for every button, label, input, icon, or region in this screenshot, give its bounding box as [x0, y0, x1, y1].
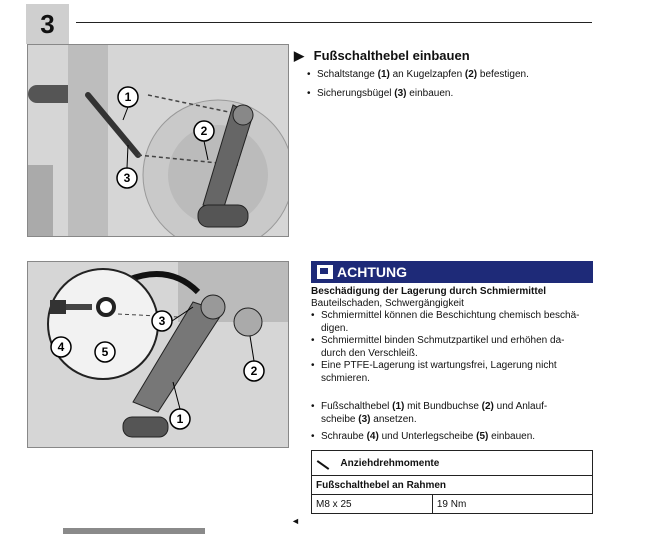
torque-row-label: Fußschalthebel an Rahmen [312, 476, 593, 495]
ref-number: (5) [476, 431, 489, 442]
figure1-callout-2: 2 [200, 124, 208, 138]
ref-number: (1) [377, 69, 390, 80]
section1-bullet-1 [307, 69, 529, 82]
ref-number: (3) [394, 88, 407, 99]
warning-bullet-3 [311, 360, 557, 385]
bullet-text: und Anlauf- [493, 401, 548, 412]
figure-shift-lever-install [27, 44, 289, 237]
bullet-text: einbauen. [488, 431, 536, 442]
warning-bullet-2 [311, 335, 564, 360]
bullet-text: ansetzen. [370, 413, 417, 425]
torque-value-row [312, 495, 593, 514]
step-number-badge: 3 [26, 4, 69, 44]
torque-table [311, 450, 593, 514]
bullet-text: an Kugelzapfen [389, 69, 465, 80]
section1-heading [294, 48, 470, 64]
warning-icon [317, 265, 333, 279]
warning-bullet-1 [311, 310, 579, 335]
figure2-callout-2: 2 [250, 364, 258, 378]
bullet-line: durch den Verschleiß. [321, 347, 418, 359]
figure2-callout-4: 4 [57, 340, 65, 354]
warning-consequence: Bauteilschaden, Schwergängigkeit [311, 298, 464, 309]
bullet-line: Eine PTFE-Lagerung ist wartungsfrei, Lagerung nicht [321, 360, 557, 371]
bullet-text: Schraube [321, 431, 367, 442]
warning-subtitle: Beschädigung der Lagerung durch Schmiermittel [311, 286, 547, 297]
torque-header-cell [312, 451, 593, 476]
bullet-text: Fußschalthebel [321, 401, 393, 412]
bullet-text: scheibe [321, 413, 359, 425]
bullet-text: und Unterlegscheibe [378, 431, 477, 442]
figure2-callout-3: 3 [158, 314, 166, 328]
warning-header [311, 261, 593, 283]
heading-marker: ▶ [294, 48, 304, 63]
footer-bar [63, 528, 205, 534]
bullet-line: digen. [321, 322, 349, 334]
bullet-text: Sicherungsbügel [317, 88, 395, 99]
torque-spec: M8 x 25 [312, 495, 433, 514]
figure1-callout-1: 1 [124, 90, 132, 104]
torque-header-label: Anziehdrehmomente [340, 457, 440, 469]
bullet-line: schmieren. [321, 372, 370, 384]
torque-header-row [312, 451, 593, 476]
section1-bullet-2 [307, 88, 453, 101]
bullet-text: Schaltstange [317, 69, 378, 80]
bullet-text: einbauen. [406, 88, 454, 99]
ref-number: (2) [481, 401, 494, 412]
bullet-text: mit Bundbuchse [404, 401, 482, 412]
figure1-callout-3: 3 [123, 171, 131, 185]
torque-label-row [312, 476, 593, 495]
bullet-text: befestigen. [477, 69, 529, 80]
figure2-callout-5: 5 [101, 345, 109, 359]
ref-number: (2) [464, 69, 478, 80]
section2-bullet-1 [311, 401, 547, 426]
ref-number: (4) [366, 431, 379, 442]
figure2-drawing [28, 262, 288, 447]
page-back-marker: ◄ [291, 516, 300, 526]
ref-number: (3) [358, 413, 371, 425]
figure2-callout-1: 1 [176, 412, 184, 426]
bullet-line: Schmiermittel binden Schmutzpartikel und erhöhen da- [321, 335, 565, 346]
section2-bullet-2 [311, 431, 535, 444]
top-divider [76, 22, 592, 23]
warning-title: ACHTUNG [337, 264, 407, 280]
section1-heading-text: Fußschalthebel einbauen [313, 48, 470, 63]
torque-wrench-icon [317, 460, 330, 470]
ref-number: (1) [392, 401, 405, 412]
bullet-line: Schmiermittel können die Beschichtung chemisch beschä- [321, 310, 580, 321]
figure-bearing-detail [27, 261, 289, 448]
torque-value: 19 Nm [432, 495, 592, 514]
figure1-drawing [28, 45, 288, 236]
